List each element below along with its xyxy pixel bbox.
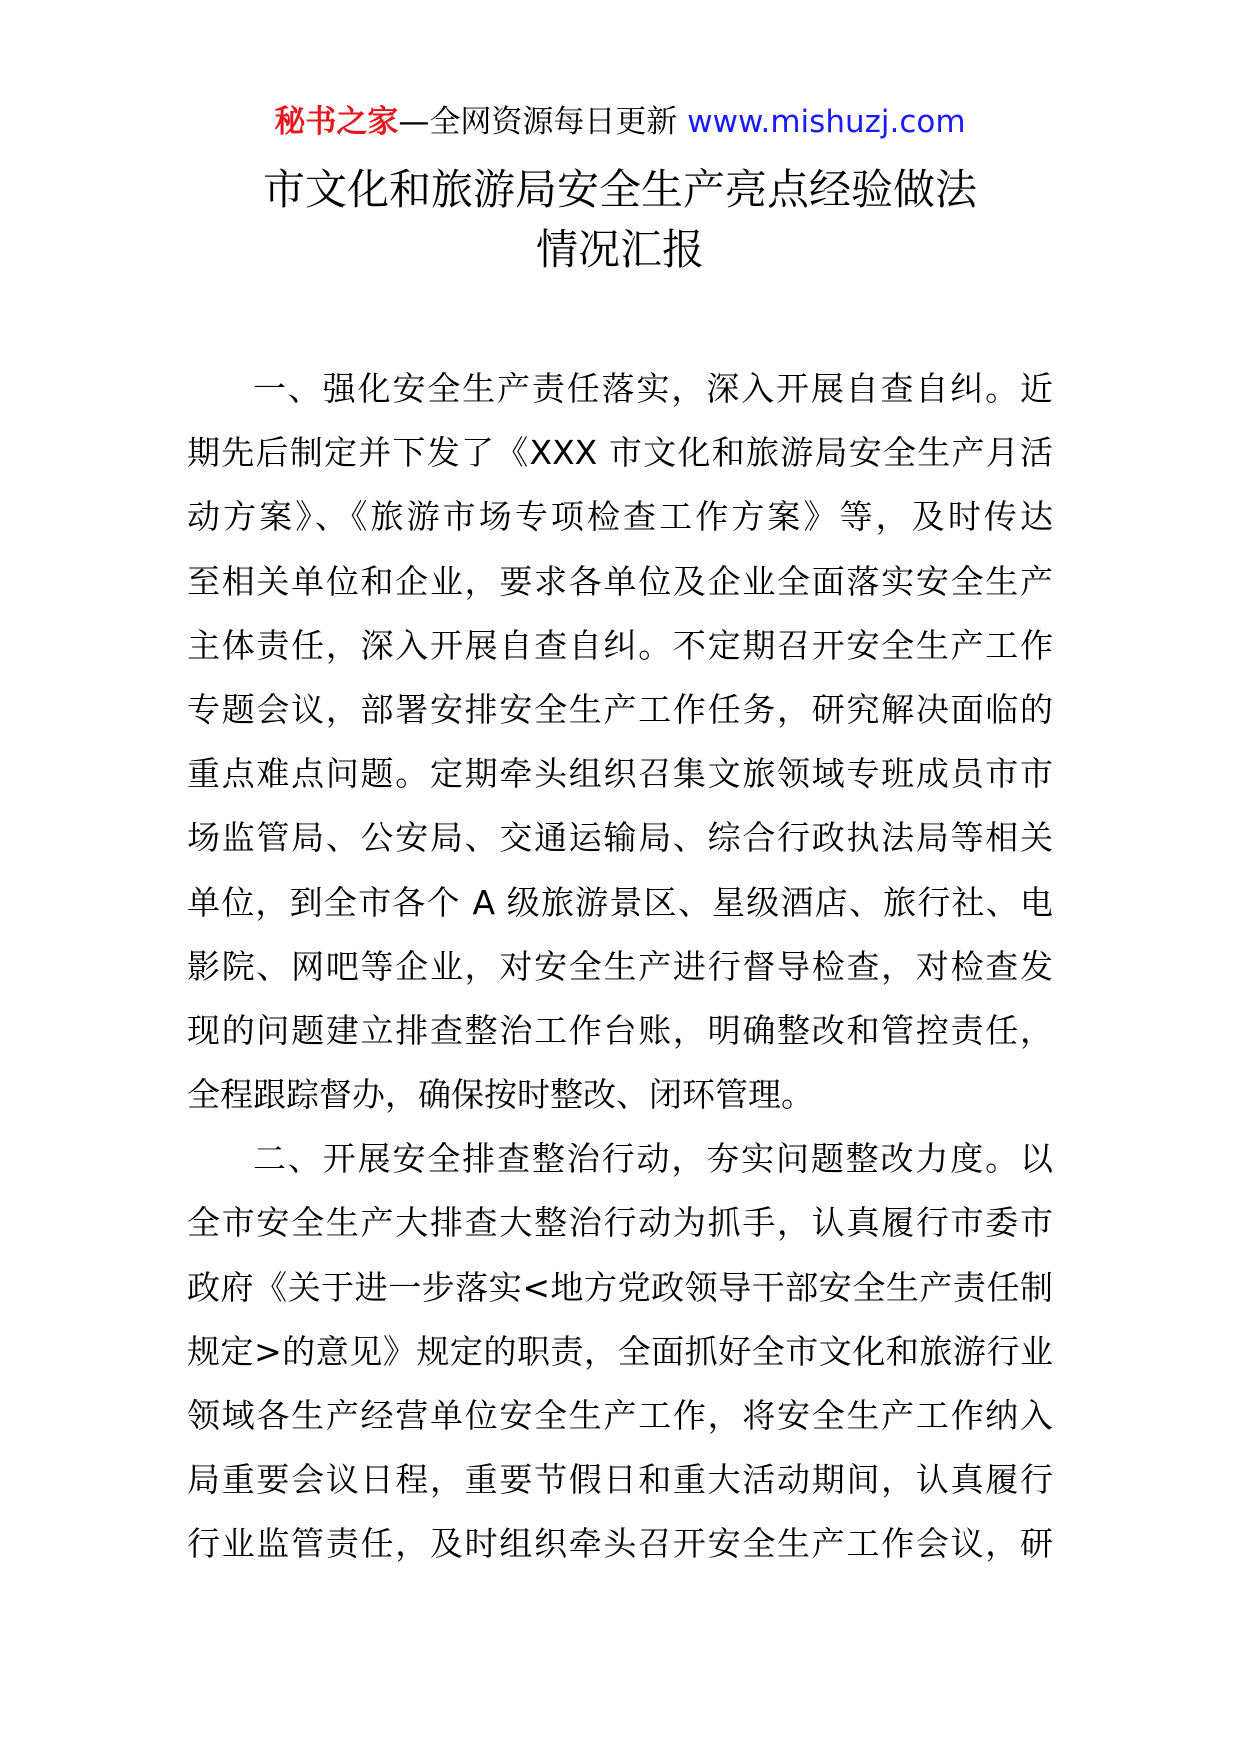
title-line: 市文化和旅游局安全生产亮点经验做法 [262, 165, 977, 214]
paragraph-line: 专题会议，部署安排安全生产工作任务，研究解决面临的 [187, 689, 1053, 729]
paragraph-line: 动方案》、《旅游市场专项检查工作方案》等，及时传达 [187, 497, 1053, 537]
paragraph-line: 现的问题建立排查整治工作台账，明确整改和管控责任， [187, 1010, 1053, 1050]
title-line: 情况汇报 [535, 225, 704, 274]
paragraph-line: 领域各生产经营单位安全生产工作，将安全生产工作纳入 [187, 1396, 1053, 1435]
paragraph-line: 影院、网吧等企业，对安全生产进行督导检查，对检查发 [187, 946, 1053, 986]
paragraph-line: 全程跟踪督办，确保按时整改、闭环管理。 [187, 1075, 814, 1115]
document-body [187, 357, 1053, 1577]
paragraph-line: 期先后制定并下发了《XXX 市文化和旅游局安全生产月活 [187, 433, 1053, 473]
brand-name: 秘书之家 [274, 104, 399, 140]
paragraph-line: 场监管局、公安局、交通运输局、综合行政执法局等相关 [187, 818, 1053, 858]
paragraph-line: 单位，到全市各个 A 级旅游景区、星级酒店、旅行社、电 [187, 882, 1053, 922]
source-banner [0, 100, 1240, 144]
paragraph-line: 全市安全生产大排查大整治行动为抓手，认真履行市委市 [187, 1203, 1053, 1243]
paragraph-line: 至相关单位和企业，要求各单位及企业全面落实安全生产 [187, 561, 1053, 601]
paragraph-line: 重点难点问题。定期牵头组织召集文旅领域专班成员市市 [187, 754, 1053, 794]
paragraph-line: 二、开展安全排查整治行动，夯实问题整改力度。以 [253, 1139, 1053, 1179]
paragraph-line: 政府《关于进一步落实<地方党政领导干部安全生产责任制 [187, 1267, 1053, 1307]
paragraph-line: 主体责任，深入开展自查自纠。不定期召开安全生产工作 [187, 625, 1053, 665]
paragraph-line: 行业监管责任，及时组织牵头召开安全生产工作会议，研 [187, 1524, 1053, 1564]
paragraph-line: 规定>的意见》规定的职责，全面抓好全市文化和旅游行业 [187, 1331, 1053, 1371]
paragraph-line: 局重要会议日程，重要节假日和重大活动期间，认真履行 [187, 1460, 1053, 1500]
brand-slogan: —全网资源每日更新 [398, 104, 678, 140]
paragraph-line: 一、强化安全生产责任落实，深入开展自查自纠。近 [253, 369, 1053, 408]
website-link[interactable]: www.mishuzj.com [687, 104, 966, 140]
document-title [0, 160, 1240, 280]
